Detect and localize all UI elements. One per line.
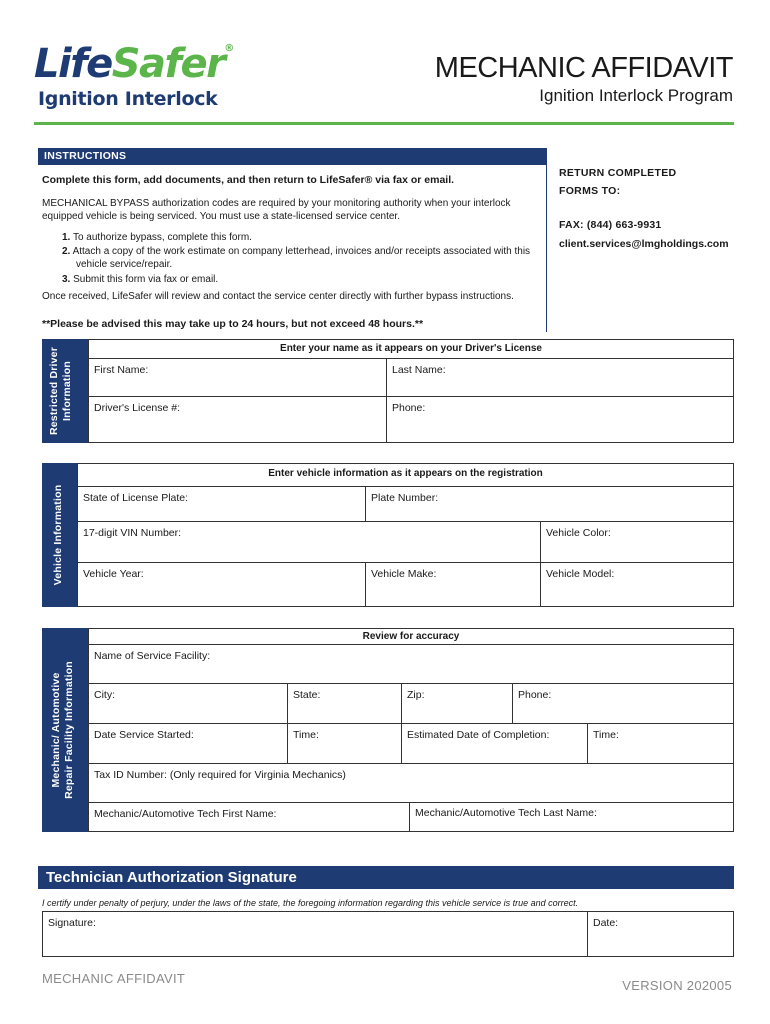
state-of-plate-label: State of License Plate:: [83, 492, 189, 504]
service-facility-label: Name of Service Facility:: [94, 650, 211, 662]
plate-number-field[interactable]: [365, 486, 734, 522]
drivers-license-label: Driver's License #:: [94, 402, 181, 414]
step-text: Attach a copy of the work estimate on company letterhead, invoices and/or receipts associated with this vehicle service/repair.: [72, 246, 531, 270]
vehicle-year-field[interactable]: [77, 562, 366, 607]
drivers-license-field[interactable]: [88, 396, 387, 443]
vehicle-color-label: Vehicle Color:: [546, 527, 611, 539]
driver-phone-field[interactable]: [386, 396, 734, 443]
return-label: RETURN COMPLETED FORMS TO:: [559, 167, 677, 197]
state-of-plate-field[interactable]: [77, 486, 366, 522]
signature-label: Signature:: [48, 917, 96, 929]
return-email[interactable]: client.services@lmgholdings.com: [559, 238, 729, 250]
mechanic-section-heading: Review for accuracy: [362, 631, 460, 642]
date-service-started-label: Date Service Started:: [94, 729, 194, 741]
tech-last-name-field[interactable]: [409, 802, 734, 832]
signature-heading: Technician Authorization Signature: [38, 866, 734, 889]
first-name-label: First Name:: [94, 364, 149, 376]
instruction-step: [62, 245, 532, 271]
instructions-lead: Complete this form, add documents, and then return to LifeSafer® via fax or email.: [42, 174, 455, 186]
step-text: Submit this form via fax or email.: [73, 274, 219, 285]
signature-date-field[interactable]: [587, 911, 734, 957]
vehicle-year-label: Vehicle Year:: [83, 568, 144, 580]
completion-time-field[interactable]: [587, 723, 734, 764]
zip-label: Zip:: [407, 689, 425, 701]
facility-phone-field[interactable]: [512, 683, 734, 724]
vehicle-make-field[interactable]: [365, 562, 541, 607]
step-number: 1.: [62, 232, 71, 243]
mechanic-tab-line1: Mechanic/ Automotive: [50, 672, 62, 788]
instructions-paragraph: MECHANICAL BYPASS authorization codes are required by your monitoring authority when your interlock equipped vehicle is being serviced. You must use a state-licensed service center.: [42, 198, 511, 222]
driver-section-tab: [42, 339, 88, 443]
driver-phone-label: Phone:: [392, 402, 426, 414]
vehicle-make-label: Vehicle Make:: [371, 568, 437, 580]
instructions-once-received: Once received, LifeSafer will review and contact the service center directly with further bypass instructions.: [42, 291, 514, 302]
tax-id-label: Tax ID Number: (Only required for Virginia Mechanics): [94, 769, 346, 781]
document-subtitle: Ignition Interlock Program: [539, 86, 733, 105]
service-facility-field[interactable]: [88, 644, 734, 684]
instruction-step: [62, 273, 532, 286]
facility-phone-label: Phone:: [518, 689, 552, 701]
document-title: MECHANIC AFFIDAVIT: [434, 52, 733, 84]
logo-safer-text: Safer: [111, 41, 225, 87]
lifesafer-logo: [34, 41, 233, 87]
city-label: City:: [94, 689, 115, 701]
vehicle-section-heading: Enter vehicle information as it appears on the registration: [268, 468, 543, 479]
start-time-label: Time:: [293, 729, 319, 741]
zip-field[interactable]: [401, 683, 513, 724]
tech-last-name-label: Mechanic/Automotive Tech Last Name:: [415, 807, 597, 819]
start-time-field[interactable]: [287, 723, 402, 764]
step-text: To authorize bypass, complete this form.: [72, 232, 252, 243]
vehicle-section-tab-label: Vehicle Information: [52, 484, 64, 586]
last-name-label: Last Name:: [392, 364, 446, 376]
mechanic-tab-line2: Repair Facility Information: [63, 661, 75, 799]
step-number: 2.: [62, 246, 71, 257]
footer-version: VERSION 202005: [622, 978, 732, 993]
tech-first-name-field[interactable]: [88, 802, 410, 832]
estimated-completion-label: Estimated Date of Completion:: [407, 729, 550, 741]
certification-statement: I certify under penalty of perjury, under the laws of the state, the foregoing information regarding this vehicle service is true and correct.: [42, 898, 579, 908]
step-number: 3.: [62, 274, 71, 285]
header-divider: [34, 122, 734, 125]
vehicle-model-label: Vehicle Model:: [546, 568, 615, 580]
vehicle-model-field[interactable]: [540, 562, 734, 607]
first-name-field[interactable]: [88, 358, 387, 397]
footer-title: MECHANIC AFFIDAVIT: [42, 971, 186, 986]
completion-time-label: Time:: [593, 729, 619, 741]
vin-field[interactable]: [77, 521, 541, 563]
instructions-note: **Please be advised this may take up to 24 hours, but not exceed 48 hours.**: [42, 318, 424, 330]
logo-life-text: Life: [34, 41, 112, 87]
vin-label: 17-digit VIN Number:: [83, 527, 182, 539]
last-name-field[interactable]: [386, 358, 734, 397]
tax-id-field[interactable]: [88, 763, 734, 803]
instructions-heading: INSTRUCTIONS: [38, 148, 547, 165]
city-field[interactable]: [88, 683, 288, 724]
fax-number: FAX: (844) 663-9931: [559, 219, 662, 231]
mechanic-section-tab-label: [50, 634, 76, 826]
mechanic-section-tab: [42, 628, 88, 832]
signature-date-label: Date:: [593, 917, 619, 929]
estimated-completion-field[interactable]: [401, 723, 588, 764]
logo-subtitle: Ignition Interlock: [38, 88, 218, 110]
date-service-started-field[interactable]: [88, 723, 288, 764]
plate-number-label: Plate Number:: [371, 492, 439, 504]
logo-registered-mark: ®: [224, 43, 233, 54]
vehicle-section-tab: [42, 463, 77, 607]
state-field[interactable]: [287, 683, 402, 724]
signature-field[interactable]: [42, 911, 588, 957]
driver-section-heading: Enter your name as it appears on your Driver's License: [280, 343, 542, 354]
state-label: State:: [293, 689, 321, 701]
tech-first-name-label: Mechanic/Automotive Tech First Name:: [94, 808, 277, 820]
instruction-step: [62, 231, 532, 244]
vehicle-color-field[interactable]: [540, 521, 734, 563]
driver-section-tab-label: Restricted Driver Information: [48, 346, 73, 436]
